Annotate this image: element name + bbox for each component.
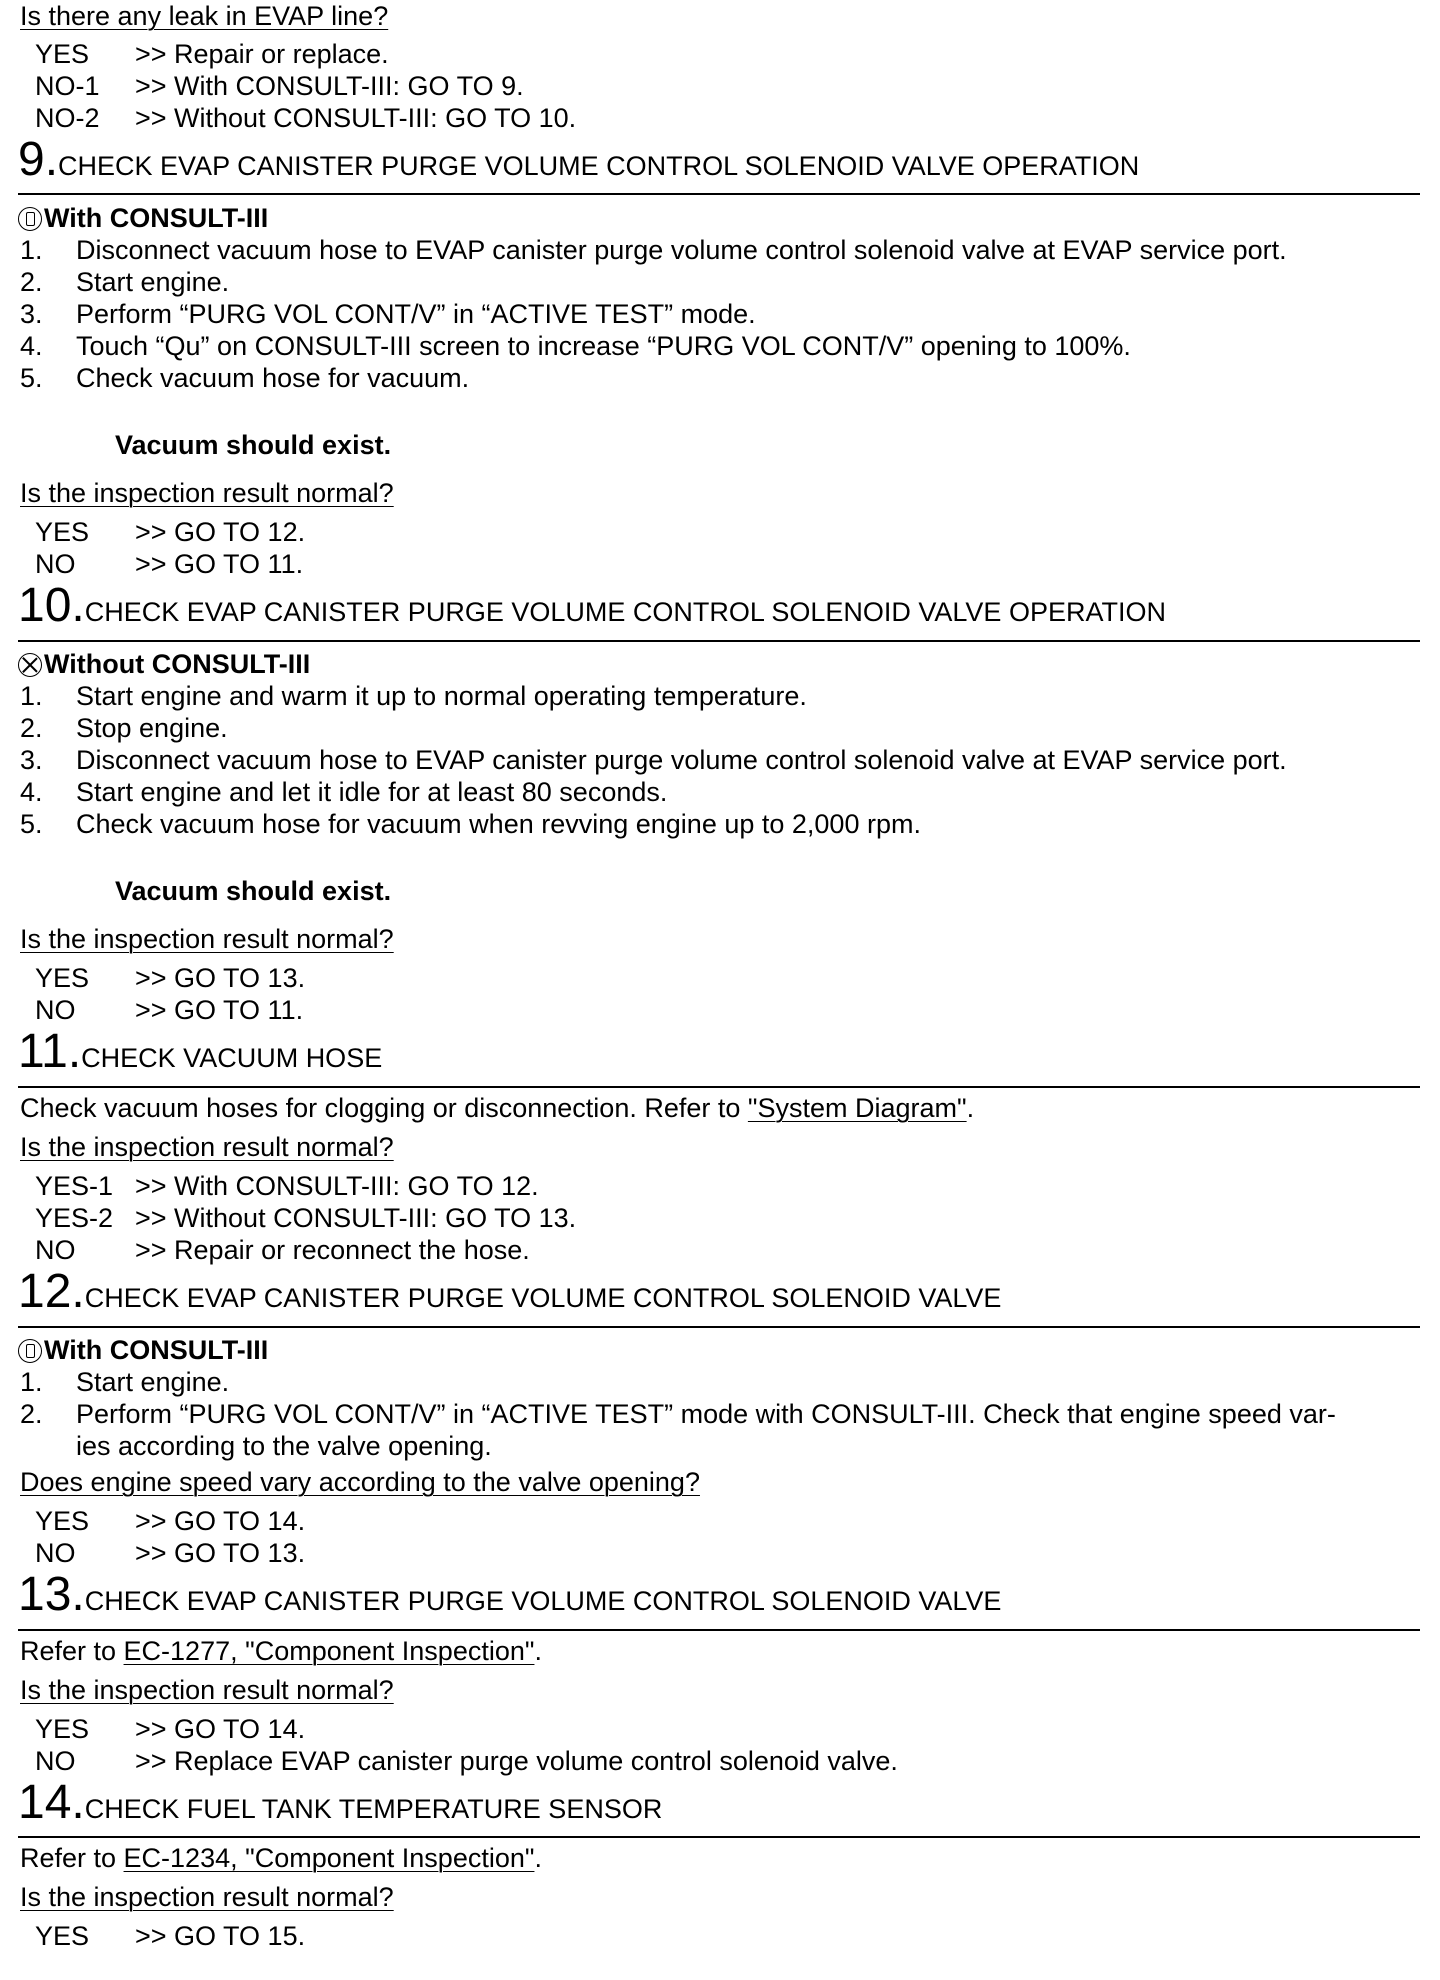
answer-text: >> GO TO 15. (135, 1921, 306, 1951)
question: Is the inspection result normal? (20, 478, 394, 508)
question: Does engine speed vary according to the valve opening? (20, 1467, 700, 1497)
list-item (20, 234, 1287, 266)
step-number: 13. (18, 1568, 85, 1621)
answer-text: >> With CONSULT-III: GO TO 12. (135, 1171, 539, 1201)
list-num: 2. (20, 267, 43, 297)
spec-note: Vacuum should exist. (115, 430, 392, 460)
answer-row (35, 1170, 539, 1202)
step-10-heading (18, 579, 1166, 632)
step-11-heading (18, 1025, 383, 1078)
consult-icon (18, 207, 42, 231)
list-item (20, 744, 1287, 776)
step-9-heading (18, 133, 1140, 186)
answer-text: >> Without CONSULT-III: GO TO 10. (135, 103, 577, 133)
body-prefix: Check vacuum hoses for clogging or disconnection. Refer to (20, 1093, 748, 1123)
spec-note: Vacuum should exist. (115, 876, 392, 906)
divider (18, 193, 1420, 195)
mode-label (18, 1334, 268, 1366)
step-title: CHECK EVAP CANISTER PURGE VOLUME CONTROL SOLENOID VALVE (84, 1283, 1002, 1313)
answer-text: >> Without CONSULT-III: GO TO 13. (135, 1203, 577, 1233)
answer-row (35, 1745, 898, 1777)
answer-key: YES-1 (35, 1171, 114, 1201)
mode-label (18, 202, 268, 234)
list-text: Disconnect vacuum hose to EVAP canister purge volume control solenoid valve at EVAP service port. (76, 745, 1287, 775)
list-text: Check vacuum hose for vacuum. (76, 363, 470, 393)
list-num: 5. (20, 809, 43, 839)
list-item (20, 776, 667, 808)
list-item (20, 362, 469, 394)
answer-row (35, 962, 305, 994)
mode-label (18, 648, 310, 680)
mode-text: Without CONSULT-III (44, 649, 311, 679)
list-item (20, 330, 1131, 362)
answer-key: NO-1 (35, 71, 100, 101)
step-title: CHECK EVAP CANISTER PURGE VOLUME CONTROL SOLENOID VALVE OPERATION (58, 151, 1140, 181)
divider (18, 1836, 1420, 1838)
list-item (20, 298, 756, 330)
step-number: 10. (18, 579, 85, 632)
step-number: 14. (18, 1776, 85, 1829)
step-13-heading (18, 1568, 1002, 1621)
answer-row (35, 70, 524, 102)
list-item-continuation: ies according to the valve opening. (76, 1431, 492, 1461)
component-inspection-link[interactable]: EC-1234, "Component Inspection" (123, 1843, 535, 1873)
answer-row (35, 548, 303, 580)
body-suffix: . (534, 1636, 542, 1666)
answer-text: >> GO TO 14. (135, 1714, 306, 1744)
step-title: CHECK VACUUM HOSE (81, 1043, 383, 1073)
answer-text: >> GO TO 12. (135, 517, 306, 547)
list-text: Check vacuum hose for vacuum when revving engine up to 2,000 rpm. (76, 809, 921, 839)
question: Is the inspection result normal? (20, 924, 394, 954)
no-consult-icon (18, 653, 42, 677)
step-number: 9. (18, 133, 59, 186)
step-title: CHECK FUEL TANK TEMPERATURE SENSOR (84, 1794, 663, 1824)
list-item (20, 1398, 1336, 1430)
list-text: Perform “PURG VOL CONT/V” in “ACTIVE TEST” mode. (76, 299, 756, 329)
list-text: Disconnect vacuum hose to EVAP canister purge volume control solenoid valve at EVAP service port. (76, 235, 1287, 265)
list-num: 3. (20, 745, 43, 775)
answer-row (35, 994, 303, 1026)
answer-key: YES (35, 39, 90, 69)
step-12-heading (18, 1265, 1002, 1318)
list-text: Start engine and let it idle for at least 80 seconds. (76, 777, 668, 807)
answer-text: >> Replace EVAP canister purge volume control solenoid valve. (135, 1746, 898, 1776)
answer-text: >> GO TO 13. (135, 1538, 306, 1568)
list-text: Start engine. (76, 1367, 230, 1397)
list-num: 2. (20, 713, 43, 743)
answer-row (35, 516, 305, 548)
question: Is the inspection result normal? (20, 1675, 394, 1705)
answer-key: NO-2 (35, 103, 100, 133)
answer-key: YES (35, 1714, 90, 1744)
answer-text: >> Repair or reconnect the hose. (135, 1235, 530, 1265)
list-num: 4. (20, 777, 43, 807)
body-text (20, 1842, 542, 1874)
answer-key: NO (35, 995, 76, 1025)
question-leak: Is there any leak in EVAP line? (20, 1, 389, 31)
step-number: 12. (18, 1265, 85, 1318)
divider (18, 1629, 1420, 1631)
answer-row (35, 102, 576, 134)
list-item (20, 712, 228, 744)
answer-row (35, 38, 389, 70)
step-title: CHECK EVAP CANISTER PURGE VOLUME CONTROL SOLENOID VALVE OPERATION (84, 597, 1166, 627)
answer-key: NO (35, 1746, 76, 1776)
question: Is the inspection result normal? (20, 1882, 394, 1912)
answer-text: >> GO TO 14. (135, 1506, 306, 1536)
list-num: 4. (20, 331, 43, 361)
step-title: CHECK EVAP CANISTER PURGE VOLUME CONTROL SOLENOID VALVE (84, 1586, 1002, 1616)
answer-text: >> Repair or replace. (135, 39, 389, 69)
list-num: 5. (20, 363, 43, 393)
list-text: Start engine. (76, 267, 230, 297)
step-number: 11. (18, 1025, 82, 1078)
system-diagram-link[interactable]: "System Diagram" (747, 1093, 967, 1123)
body-suffix: . (534, 1843, 542, 1873)
component-inspection-link[interactable]: EC-1277, "Component Inspection" (123, 1636, 535, 1666)
list-text: Start engine and warm it up to normal operating temperature. (76, 681, 807, 711)
list-num: 1. (20, 1367, 43, 1397)
mode-text: With CONSULT-III (44, 1335, 269, 1365)
answer-key: NO (35, 1538, 76, 1568)
list-text: Stop engine. (76, 713, 228, 743)
answer-row (35, 1505, 305, 1537)
list-num: 2. (20, 1399, 43, 1429)
divider (18, 1326, 1420, 1328)
answer-key: YES-2 (35, 1203, 114, 1233)
answer-row (35, 1537, 305, 1569)
list-item (20, 266, 229, 298)
list-num: 3. (20, 299, 43, 329)
divider (18, 1086, 1420, 1088)
body-prefix: Refer to (20, 1636, 124, 1666)
body-text (20, 1092, 974, 1124)
answer-key: YES (35, 517, 90, 547)
answer-row (35, 1202, 576, 1234)
answer-key: YES (35, 1506, 90, 1536)
body-prefix: Refer to (20, 1843, 124, 1873)
list-num: 1. (20, 235, 43, 265)
list-item (20, 808, 921, 840)
answer-text: >> GO TO 13. (135, 963, 306, 993)
list-text: Perform “PURG VOL CONT/V” in “ACTIVE TEST” mode with CONSULT-III. Check that engine speed var- (76, 1399, 1336, 1429)
answer-key: NO (35, 549, 76, 579)
answer-row (35, 1234, 530, 1266)
body-suffix: . (966, 1093, 975, 1123)
list-num: 1. (20, 681, 43, 711)
answer-key: YES (35, 963, 90, 993)
list-item (20, 1366, 229, 1398)
answer-text: >> GO TO 11. (135, 549, 304, 579)
step-14-heading (18, 1776, 663, 1829)
answer-text: >> GO TO 11. (135, 995, 304, 1025)
divider (18, 640, 1420, 642)
mode-text: With CONSULT-III (44, 203, 269, 233)
answer-key: NO (35, 1235, 76, 1265)
answer-row (35, 1713, 305, 1745)
consult-icon (18, 1339, 42, 1363)
answer-key: YES (35, 1921, 90, 1951)
answer-row (35, 1920, 305, 1952)
answer-text: >> With CONSULT-III: GO TO 9. (135, 71, 524, 101)
question: Is the inspection result normal? (20, 1132, 394, 1162)
body-text (20, 1635, 542, 1667)
list-item (20, 680, 807, 712)
list-text: Touch “Qu” on CONSULT-III screen to increase “PURG VOL CONT/V” opening to 100%. (76, 331, 1131, 361)
